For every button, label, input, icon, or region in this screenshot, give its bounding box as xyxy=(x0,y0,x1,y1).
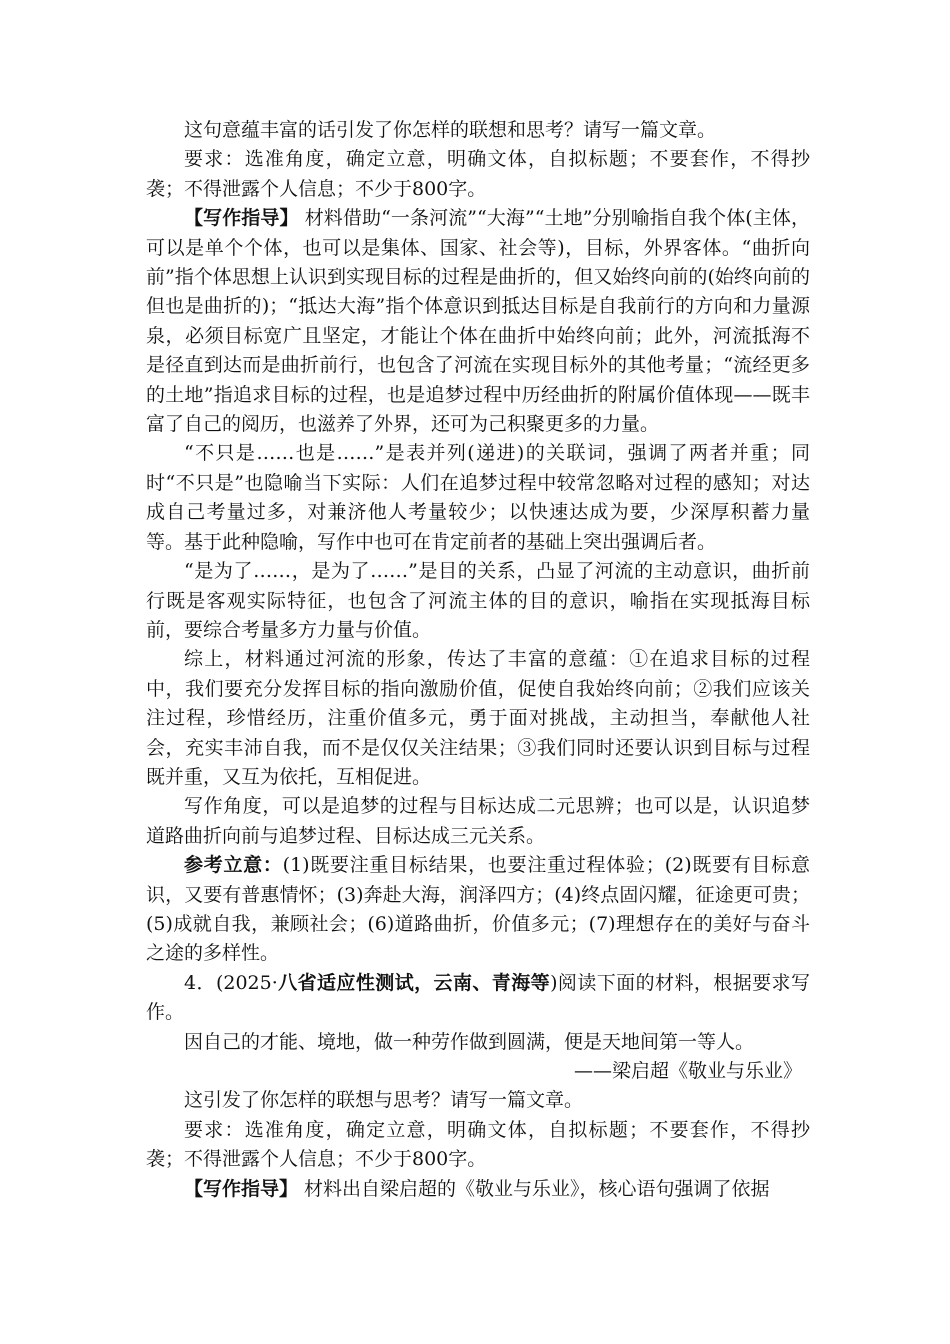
requirements-2: 要求：选准角度，确定立意，明确文体，自拟标题；不要套作，不得抄袭；不得泄露个人信息；不少于800字。 xyxy=(146,1118,810,1171)
paragraph-jiaodu: 写作角度，可以是追梦的过程与目标达成二元思辨；也可以是，认识追梦道路曲折向前与追梦过程、目标达成三元关系。 xyxy=(146,795,810,847)
reference-ideas xyxy=(146,851,810,969)
paragraph-bingzhong: “不只是……也是……”是表并列(递进)的关联词，强调了两者并重；同时“不只是”也隐喻当下实际：人们在追梦过程中较常忽略对过程的感知；对达成自己考量过多，对兼济他人考量较少；以快速达成为要，少深厚积蓄力量等。基于此种隐喻，写作中也可在肯定前者的基础上突出强调后者。 xyxy=(146,442,810,553)
question-source: 八省适应性测试，云南、青海等 xyxy=(277,971,551,994)
question-source-close: ) xyxy=(550,971,558,994)
reference-text: (1)既要注重目标结果，也要注重过程体验；(2)既要有目标意识，又要有普惠情怀；(3)奔赴大海，润泽四方；(4)终点固闪耀，征途更可贵；(5)成就自我，兼顾社会；(6)道路曲折，价值多元；(7)理想存在的美好与奋斗之途的多样性。 xyxy=(146,854,810,965)
question-4 xyxy=(146,969,810,1028)
question-number: 4． xyxy=(184,971,216,994)
quote-source: ——梁启超《敬业与乐业》 xyxy=(573,1060,802,1082)
paragraph-mudi: “是为了……，是为了……”是目的关系，凸显了河流的主动意识，曲折前行既是客观实际特征，也包含了河流主体的目的意识，喻指在实现抵海目标前，要综合考量多方力量与价值。 xyxy=(146,560,810,641)
reference-label: 参考立意： xyxy=(184,854,283,877)
question-source-open: (2025· xyxy=(215,971,278,994)
document-page xyxy=(146,116,810,1204)
prompt-question: 这句意蕴丰富的话引发了你怎样的联想和思考？请写一篇文章。 xyxy=(184,119,717,141)
writing-guide-text: 材料借助“一条河流”“大海”“土地”分别喻指自我个体(主体，可以是单个个体，也可以是集体、国家、社会等)，目标，外界客体。“曲折向前”指个体思想上认识到实现目标的过程是曲折的，但又始终向前的(始终向前的但也是曲折的)；“抵达大海”指个体意识到抵达目标是自我前行的方向和力量源泉，必须目标宽广且坚定，才能让个体在曲折中始终向前；此外，河流抵海不是径直到达而是曲折前行，也包含了河流在实现目标外的其他考量；“流经更多的土地”指追求目标的过程，也是追梦过程中历经曲折的附属价值体现——既丰富了自己的阅历，也滋养了外界，还可为己积聚更多的力量。 xyxy=(146,207,810,436)
quote-text: 因自己的才能、境地，做一种劳作做到圆满，便是天地间第一等人。 xyxy=(184,1030,755,1053)
requirements: 要求：选准角度，确定立意，明确文体，自拟标题；不要套作，不得抄袭；不得泄露个人信息；不少于800字。 xyxy=(146,148,810,200)
writing-guide-2-label: 【写作指导】 xyxy=(184,1177,299,1200)
writing-guide-2 xyxy=(146,1175,810,1204)
writing-guide-2-text: 材料出自梁启超的《敬业与乐业》，核心语句强调了依据 xyxy=(298,1177,770,1200)
prompt-question-2: 这引发了你怎样的联想与思考？请写一篇文章。 xyxy=(184,1089,584,1112)
paragraph-zongshang: 综上，材料通过河流的形象，传达了丰富的意蕴：①在追求目标的过程中，我们要充分发挥目标的指向激励价值，促使自我始终向前；②我们应该关注过程，珍惜经历，注重价值多元，勇于面对挑战，主动担当，奉献他人社会，充实丰沛自我，而不是仅仅关注结果；③我们同时还要认识到目标与过程既并重，又互为依托，互相促进。 xyxy=(146,648,810,788)
writing-guide-label: 【写作指导】 xyxy=(184,207,299,230)
writing-guide xyxy=(146,204,810,439)
question-text: 阅读下面的材料，根据要求写作。 xyxy=(146,971,810,1024)
